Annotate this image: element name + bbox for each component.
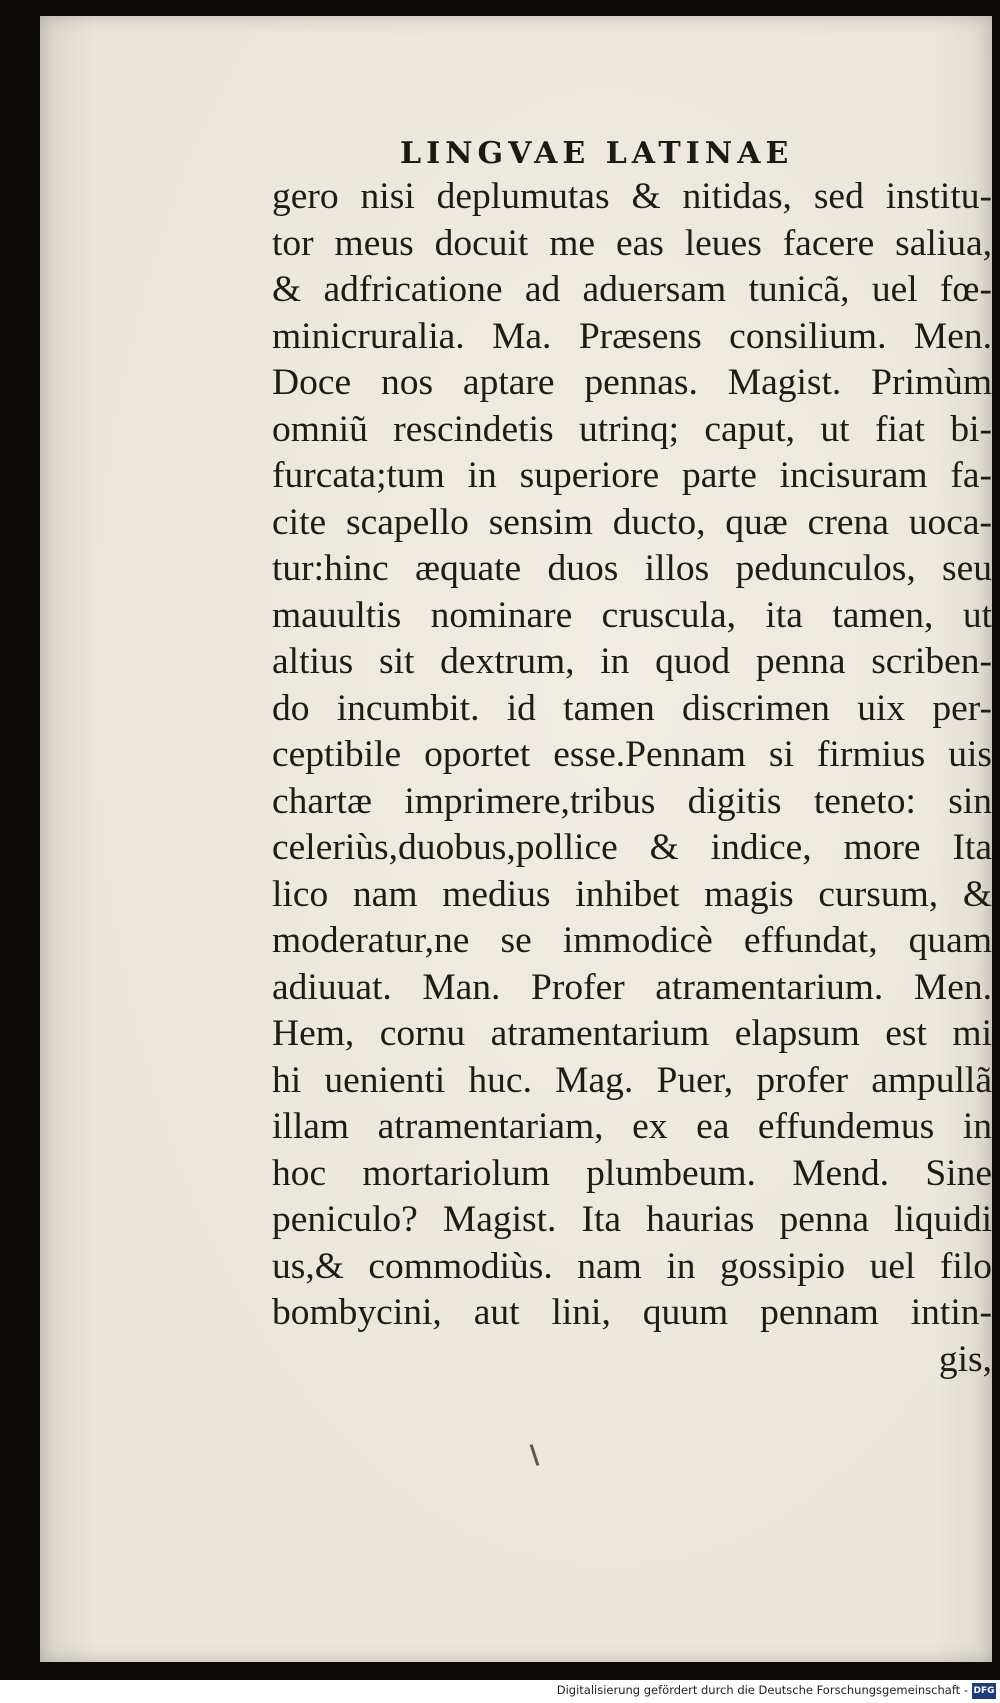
text-line: minicruralia. Ma. Præsens consilium. Men. xyxy=(272,315,992,357)
text-line: illam atramentariam, ex ea effundemus in xyxy=(272,1106,992,1147)
running-head: LINGVAE LATINAE xyxy=(400,136,794,171)
text-line: cite scapello sensim ducto, quæ crena uoca- xyxy=(272,501,992,543)
text-line: Hem, cornu atramentarium elapsum est mi xyxy=(272,1013,992,1054)
text-line: gero nisi deplumutas & nitidas, sed institu- xyxy=(272,176,992,217)
digitization-footer xyxy=(0,1680,1000,1703)
text-line: ceptibile oportet esse.Pennam si firmius uis xyxy=(272,734,992,775)
catchword: gis, xyxy=(938,1338,992,1380)
text-line: hi uenienti huc. Mag. Puer, profer ampullã xyxy=(272,1059,992,1101)
funding-credit: Digitalisierung gefördert durch die Deutsche Forschungsgemeinschaft - xyxy=(556,1683,968,1697)
text-line: omniũ rescindetis utrinq; caput, ut fiat bi- xyxy=(272,408,992,450)
text-line: bombycini, aut lini, quum pennam intin- xyxy=(272,1292,992,1333)
text-line: peniculo? Magist. Ita haurias penna liquidi xyxy=(272,1199,992,1240)
text-line: tor meus docuit me eas leues facere saliua, xyxy=(272,222,992,264)
text-line: lico nam medius inhibet magis cursum, & xyxy=(272,873,992,915)
body-text xyxy=(272,174,992,1383)
text-line: celeriùs,duobus,pollice & indice, more Ita xyxy=(272,827,992,868)
text-line: moderatur,ne se immodicè effundat, quam xyxy=(272,920,992,961)
text-line: hoc mortariolum plumbeum. Mend. Sine xyxy=(272,1152,992,1194)
ink-mark xyxy=(530,1444,540,1466)
text-line: adiuuat. Man. Profer atramentarium. Men. xyxy=(272,966,992,1008)
text-line: & adfricatione ad aduersam tunicã, uel fœ- xyxy=(272,269,992,310)
text-line: mauultis nominare cruscula, ita tamen, ut xyxy=(272,594,992,636)
text-line: Doce nos aptare pennas. Magist. Primùm xyxy=(272,362,992,403)
book-page xyxy=(40,16,992,1662)
text-line: tur:hinc æquate duos illos pedunculos, seu xyxy=(272,548,992,589)
text-line: chartæ imprimere,tribus digitis teneto: sin xyxy=(272,780,992,822)
text-line: do incumbit. id tamen discrimen uix per- xyxy=(272,687,992,729)
text-line: furcata;tum in superiore parte incisuram fa- xyxy=(272,455,992,496)
dfg-logo-icon: DFG xyxy=(972,1683,996,1699)
text-line: us,& commodiùs. nam in gossipio uel filo xyxy=(272,1245,992,1287)
text-line: altius sit dextrum, in quod penna scriben- xyxy=(272,641,992,682)
